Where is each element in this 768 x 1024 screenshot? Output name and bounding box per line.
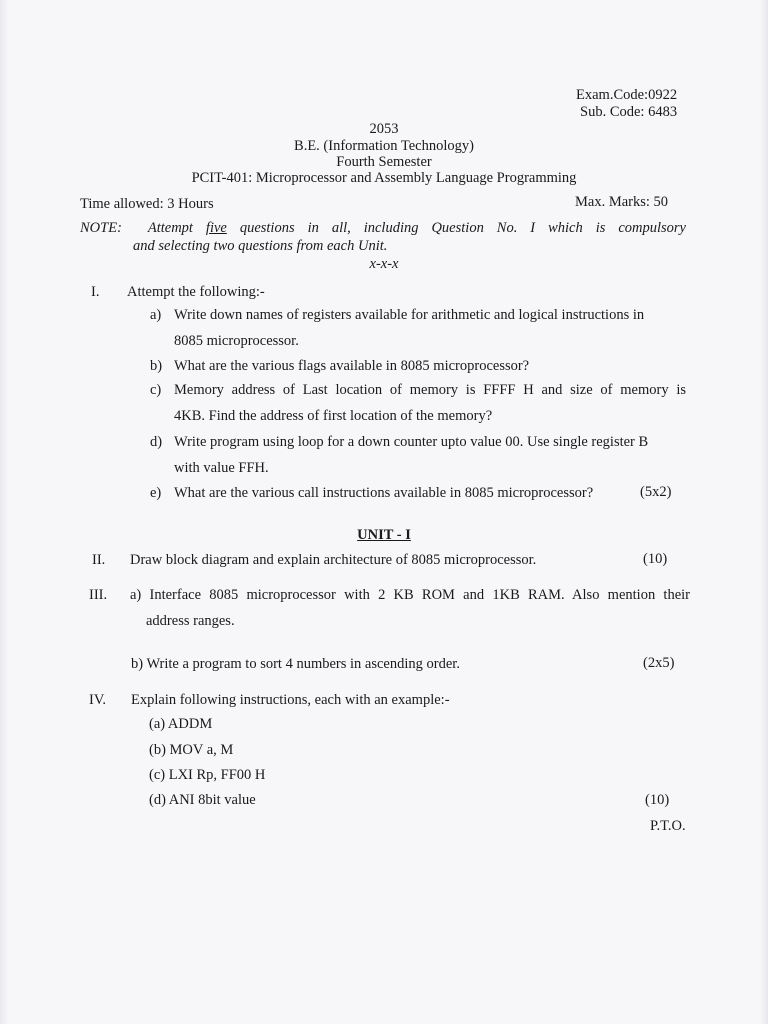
q1-d-line2: with value FFH.: [174, 460, 269, 476]
q4-item-b: (b) MOV a, M: [149, 742, 234, 758]
q1-e-line1: What are the various call instructions available in 8085 microprocessor?: [174, 485, 594, 501]
q1-c-label: c): [150, 382, 162, 398]
note-line-1: [80, 220, 686, 237]
degree-title: B.E. (Information Technology): [294, 138, 474, 154]
semester: Fourth Semester: [336, 154, 432, 170]
q1-c-line1: Memory address of Last location of memory is FFFF H and size of memory is: [174, 382, 686, 398]
q4-number: IV.: [89, 692, 107, 708]
exam-code: Exam.Code:0922: [576, 87, 678, 103]
q1-marks: (5x2): [640, 484, 672, 500]
note-text-b: questions in all, including Question No. I which is compulsory: [226, 220, 686, 236]
q2-number: II.: [92, 552, 106, 568]
q1-c-line2: 4KB. Find the address of first location of the memory?: [174, 408, 493, 424]
q3-number: III.: [89, 587, 108, 603]
time-allowed: Time allowed: 3 Hours: [80, 196, 214, 212]
note-five: five: [205, 220, 227, 236]
year-code: 2053: [369, 121, 399, 137]
q1-number: I.: [91, 284, 100, 300]
q1-b-line1: What are the various flags available in 8085 microprocessor?: [174, 358, 530, 374]
q4-marks: (10): [645, 792, 670, 808]
q1-b-label: b): [150, 358, 163, 374]
pto-label: P.T.O.: [650, 818, 686, 834]
q1-d-line1: Write program using loop for a down counter upto value 00. Use single register B: [174, 434, 649, 450]
q3-marks: (2x5): [643, 655, 675, 671]
sub-code: Sub. Code: 6483: [580, 104, 678, 120]
q2-text: Draw block diagram and explain architecture of 8085 microprocessor.: [130, 552, 537, 568]
q4-item-a: (a) ADDM: [149, 716, 213, 732]
q1-title: Attempt the following:-: [127, 284, 265, 300]
q4-item-c: (c) LXI Rp, FF00 H: [149, 767, 266, 783]
q3-a-line2: address ranges.: [146, 613, 235, 629]
q3-b-line1: b) Write a program to sort 4 numbers in ascending order.: [131, 656, 460, 672]
note-prefix: NOTE:: [80, 220, 122, 236]
q1-e-label: e): [150, 485, 162, 501]
unit-1-heading: UNIT - I: [357, 527, 411, 543]
q2-marks: (10): [643, 551, 668, 567]
note-line-2: and selecting two questions from each Unit.: [133, 238, 388, 254]
subject-title: PCIT-401: Microprocessor and Assembly Language Programming: [191, 170, 577, 186]
q1-a-line2: 8085 microprocessor.: [174, 333, 299, 349]
q1-d-label: d): [150, 434, 163, 450]
q1-a-line1: Write down names of registers available for arithmetic and logical instructions in: [174, 307, 645, 323]
q3-a-line1: a) Interface 8085 microprocessor with 2 KB ROM and 1KB RAM. Also mention their: [130, 587, 690, 603]
q1-a-label: a): [150, 307, 162, 323]
q4-title: Explain following instructions, each with an example:-: [131, 692, 450, 708]
q4-item-d: (d) ANI 8bit value: [149, 792, 256, 808]
max-marks: Max. Marks: 50: [575, 194, 669, 210]
note-text-a: Attempt: [147, 220, 206, 236]
note-separator: x-x-x: [369, 256, 399, 272]
